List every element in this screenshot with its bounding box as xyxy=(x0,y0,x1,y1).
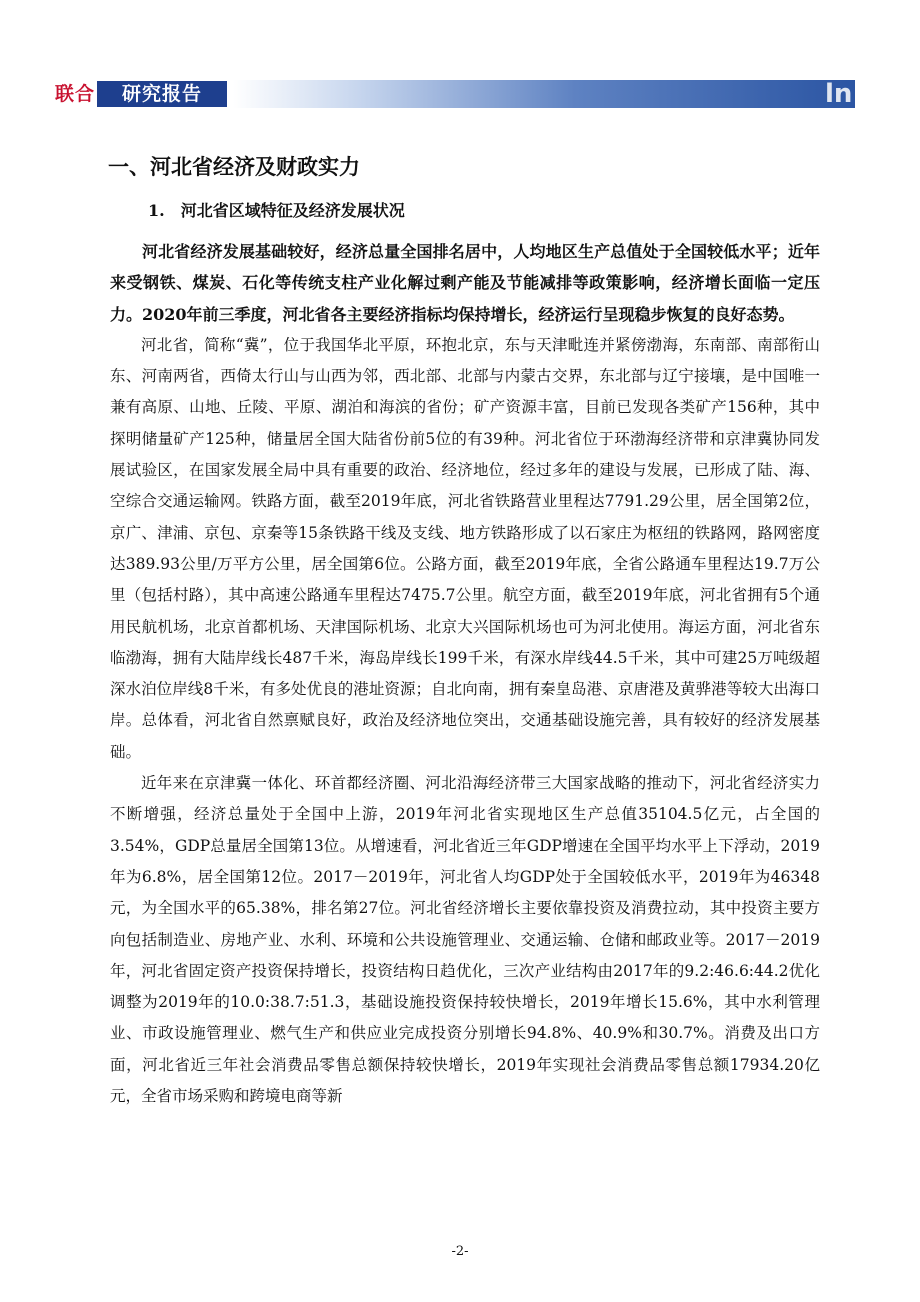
subsection-title: 1. 河北省区域特征及经济发展状况 xyxy=(148,201,405,220)
document-body xyxy=(110,150,820,1112)
brand-name: 联合 xyxy=(55,83,96,105)
body-paragraph: 近年来在京津冀一体化、环首都经济圈、河北沿海经济带三大国家战略的推动下，河北省经济实力不断增强，经济总量处于全国中上游，2019年河北省实现地区生产总值35104.5亿元，占全国的3.54%，GDP总量居全国第13位。从增速看，河北省近三年GDP增速在全国平均水平上下浮动，2019年为6.8%，居全国第12位。2017－2019年，河北省人均GDP处于全国较低水平，2019年为46348元，为全国水平的65.38%，排名第27位。河北省经济增长主要依靠投资及消费拉动，其中投资主要方向包括制造业、房地产业、水利、环境和公共设施管理业、交通运输、仓储和邮政业等。2017－2019年，河北省固定资产投资保持增长，投资结构日趋优化，三次产业结构由2017年的9.2:46.6:44.2优化调整为2019年的10.0:38.7:51.3，基础设施投资保持较快增长，2019年增长15.6%，其中水利管理业、市政设施管理业、燃气生产和供应业完成投资分别增长94.8%、40.9%和30.7%。消费及出口方面，河北省近三年社会消费品零售总额保持较快增长，2019年实现社会消费品零售总额17934.20亿元，全省市场采购和跨境电商等新 xyxy=(110,774,820,1106)
report-type-label: 研究报告 xyxy=(97,81,227,107)
body-paragraph: 河北省，简称“冀”，位于我国华北平原，环抱北京，东与天津毗连并紧傍渤海，东南部、南部衔山东、河南两省，西倚太行山与山西为邻，西北部、北部与内蒙古交界，东北部与辽宁接壤，是中国唯一兼有高原、山地、丘陵、平原、湖泊和海滨的省份；矿产资源丰富，目前已发现各类矿产156种，其中探明储量矿产125种，储量居全国大陆省份前5位的有39种。河北省位于环渤海经济带和京津冀协同发展试验区，在国家发展全局中具有重要的政治、经济地位，经过多年的建设与发展，已形成了陆、海、空综合交通运输网。铁路方面，截至2019年底，河北省铁路营业里程达7791.29公里，居全国第2位，京广、津浦、京包、京秦等15条铁路干线及支线、地方铁路形成了以石家庄为枢纽的铁路网，路网密度达389.93公里/万平方公里，居全国第6位。公路方面，截至2019年底，全省公路通车里程达19.7万公里（包括村路），其中高速公路通车里程达7475.7公里。航空方面，截至2019年底，河北省拥有5个通用民航机场，北京首都机场、天津国际机场、北京大兴国际机场也可为河北使用。海运方面，河北省东临渤海，拥有大陆岸线长487千米，海岛岸线长199千米，有深水岸线44.5千米，其中可建25万吨级超深水泊位岸线8千米，有多处优良的港址资源；自北向南，拥有秦皇岛港、京唐港及黄骅港等较大出海口岸。总体看，河北省自然禀赋良好，政治及经济地位突出，交通基础设施完善，具有较好的经济发展基础。 xyxy=(110,335,820,761)
report-header xyxy=(55,78,855,110)
page-number: -2- xyxy=(451,1244,469,1259)
company-logo-icon: ln xyxy=(825,79,853,109)
header-gradient-bar xyxy=(233,80,855,108)
section-title: 一、河北省经济及财政实力 xyxy=(108,155,360,179)
summary-paragraph: 河北省经济发展基础较好，经济总量全国排名居中，人均地区生产总值处于全国较低水平；近年来受钢铁、煤炭、石化等传统支柱产业化解过剩产能及节能减排等政策影响，经济增长面临一定压力。2020年前三季度，河北省各主要经济指标均保持增长，经济运行呈现稳步恢复的良好态势。 xyxy=(110,242,820,324)
